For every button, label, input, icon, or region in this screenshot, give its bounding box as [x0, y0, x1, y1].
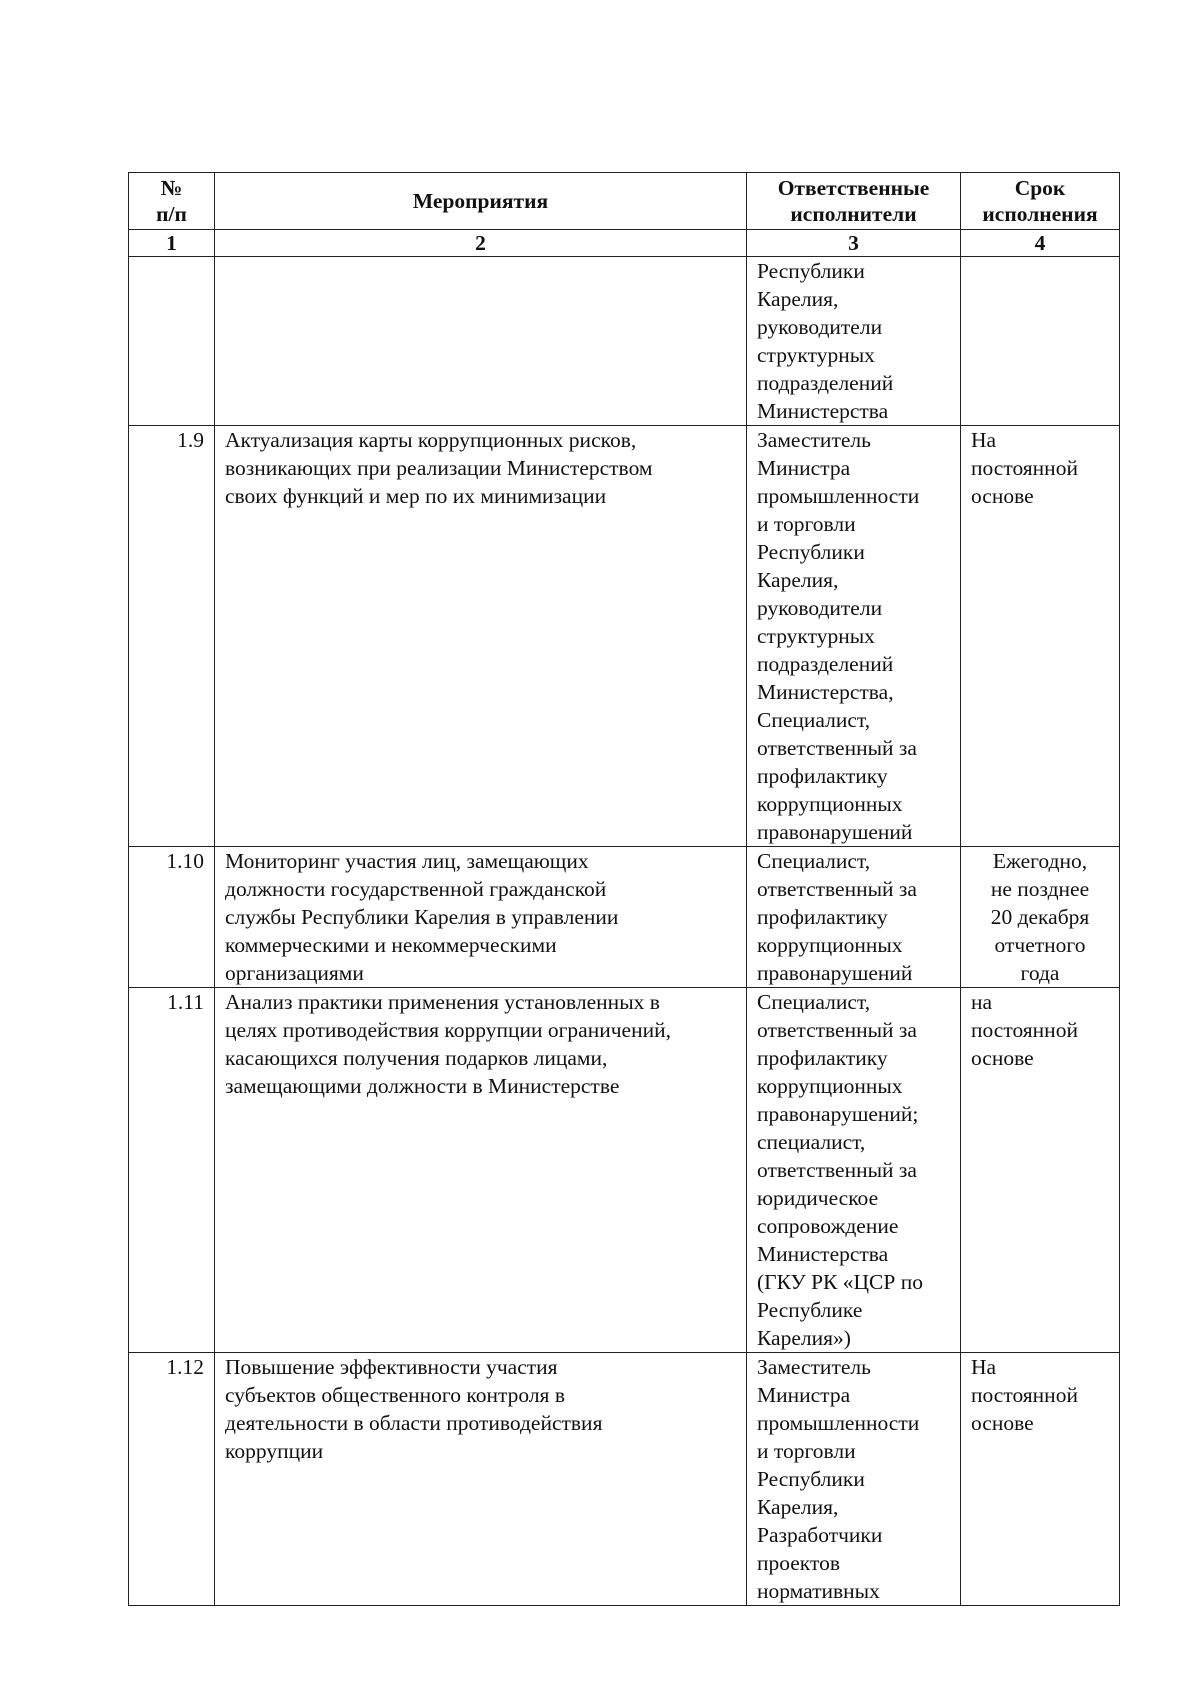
row-number: 1.9: [129, 426, 215, 847]
table-row: [129, 426, 1120, 847]
row-executors: Заместитель Министра промышленности и торговли Республики Карелия, Разработчики проектов нормативных: [747, 1353, 961, 1606]
table-row: [129, 847, 1120, 988]
row-activity: Актуализация карты коррупционных рисков, возникающих при реализации Министерством своих функций и мер по их минимизации: [215, 426, 747, 847]
row-deadline: На постоянной основе: [961, 426, 1120, 847]
row-number: 1.10: [129, 847, 215, 988]
table-row: [129, 257, 1120, 426]
measures-table: [128, 172, 1120, 1606]
column-number-1: 1: [129, 230, 215, 257]
row-number: [129, 257, 215, 426]
row-number: 1.11: [129, 988, 215, 1353]
header-executors: Ответственные исполнители: [747, 173, 961, 230]
column-number-4: 4: [961, 230, 1120, 257]
table-row: [129, 988, 1120, 1353]
row-deadline: На постоянной основе: [961, 1353, 1120, 1606]
column-number-3: 3: [747, 230, 961, 257]
row-executors: Заместитель Министра промышленности и торговли Республики Карелия, руководители структурных подразделений Министерства, Специалист, ответственный за профилактику коррупционных правонарушений: [747, 426, 961, 847]
row-activity: Повышение эффективности участия субъектов общественного контроля в деятельности в области противодействия коррупции: [215, 1353, 747, 1606]
row-deadline: [961, 257, 1120, 426]
header-activity: Мероприятия: [215, 173, 747, 230]
row-deadline: Ежегодно, не позднее 20 декабря отчетного года: [961, 847, 1120, 988]
header-number: № п/п: [129, 173, 215, 230]
row-activity: Мониторинг участия лиц, замещающих должности государственной гражданской службы Республики Карелия в управлении коммерческими и некоммерческими организациями: [215, 847, 747, 988]
header-deadline: Срок исполнения: [961, 173, 1120, 230]
row-activity: [215, 257, 747, 426]
row-executors: Республики Карелия, руководители структурных подразделений Министерства: [747, 257, 961, 426]
row-executors: Специалист, ответственный за профилактику коррупционных правонарушений: [747, 847, 961, 988]
table-row: [129, 1353, 1120, 1606]
row-number: 1.12: [129, 1353, 215, 1606]
row-activity: Анализ практики применения установленных в целях противодействия коррупции ограничений, касающихся получения подарков лицами, замещающими должности в Министерстве: [215, 988, 747, 1353]
row-executors: Специалист, ответственный за профилактику коррупционных правонарушений; специалист, ответственный за юридическое сопровождение Министерства (ГКУ РК «ЦСР по Республике Карелия»): [747, 988, 961, 1353]
table-header-row: [129, 173, 1120, 230]
column-number-2: 2: [215, 230, 747, 257]
row-deadline: на постоянной основе: [961, 988, 1120, 1353]
column-numbers-row: [129, 230, 1120, 257]
